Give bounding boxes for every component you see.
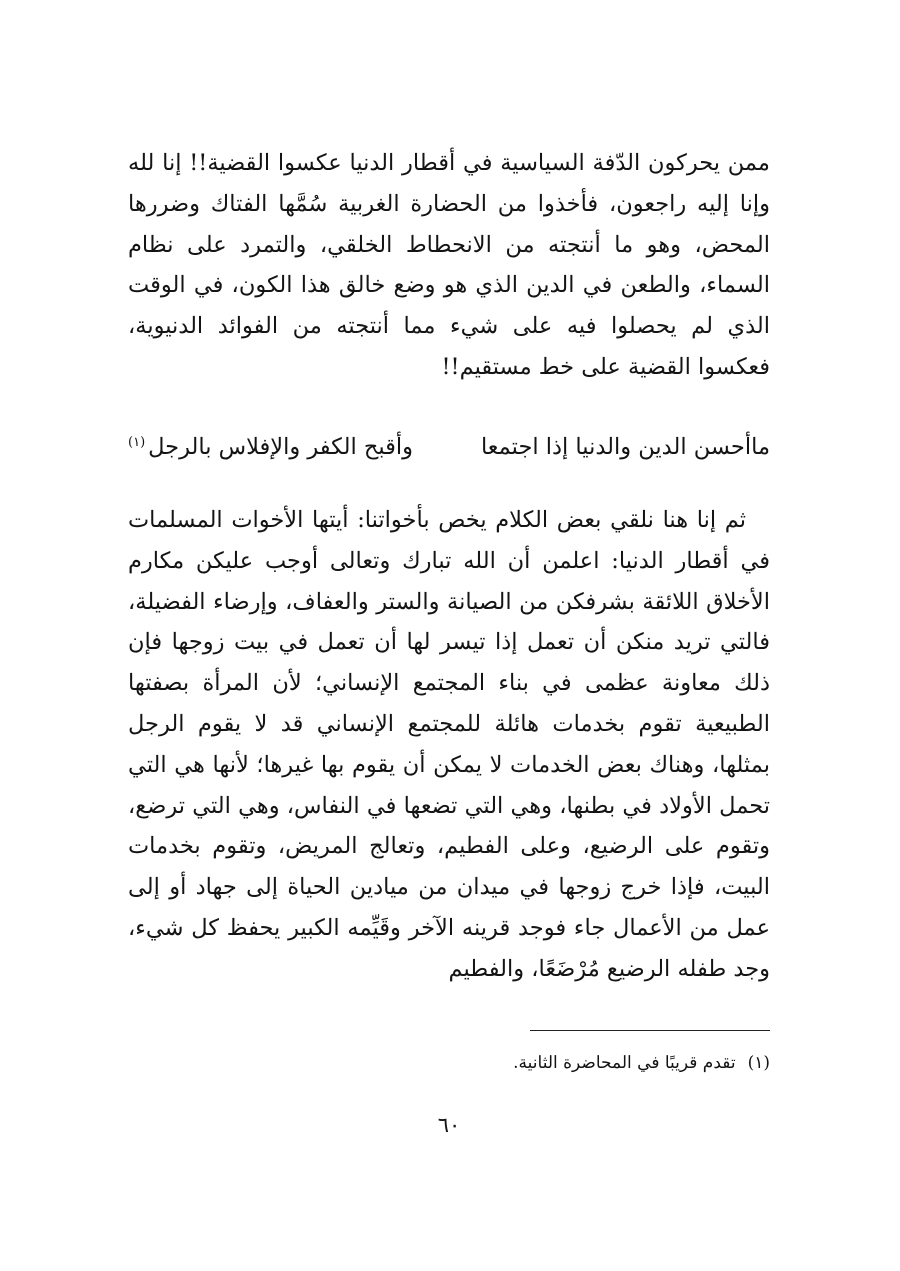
body-paragraph-1: ممن يحركون الدّفة السياسية في أقطار الدنيا عكسوا القضية!! إنا لله وإنا إليه راجعون، فأخذوا من الحضارة الغربية سُمَّها الفتاك وضررها المحض، وهو ما أنتجته من الانحطاط الخلقي، والتمرد على نظام السماء، والطعن في الدين الذي هو وضع خالق هذا الكون، في الوقت الذي لم يحصلوا فيه على شيء مما أنتجته من الفوائد الدنيوية، فعكسوا القضية على خط مستقيم!! bbox=[128, 150, 770, 380]
page-number: ٦٠ bbox=[437, 1113, 461, 1137]
book-page bbox=[128, 0, 770, 1271]
body-paragraph-2: ثم إنا هنا نلقي بعض الكلام يخص بأخواتنا: أيتها الأخوات المسلمات في أقطار الدنيا: اعلمن أن الله تبارك وتعالى أوجب عليكن مكارم الأخلاق اللائقة بشرفكن من الصيانة والستر والعفاف، وإرضاء الفضيلة، فالتي تريد منكن أن تعمل إذا تيسر لها أن تعمل في بيت زوجها فإن ذلك معاونة عظمى في بناء المجتمع الإنساني؛ لأن المرأة بصفتها الطبيعية تقوم بخدمات هائلة للمجتمع الإنساني قد لا يقوم الرجل بمثلها، وهناك بعض الخدمات لا يمكن أن يقوم بها غيرها؛ لأنها هي التي تحمل الأولاد في بطنها، وهي التي تضعها في النفاس، وهي التي ترضع، وتقوم على الرضيع، وعلى الفطيم، وتعالج المريض، وتقوم بخدمات البيت، فإذا خرج زوجها في ميدان من ميادين الحياة إلى جهاد أو إلى عمل من الأعمال جاء فوجد قرينه الآخر وقَيِّمه الكبير يحفظ كل شيء، وجد طفله الرضيع مُرْضَعًا، والفطيم bbox=[128, 507, 770, 982]
poetry-verse bbox=[128, 425, 770, 469]
verse-second-hemistich: وأقبح الكفر والإفلاس بالرجل bbox=[148, 434, 414, 460]
footnote-separator bbox=[530, 1030, 770, 1031]
footnote-reference-marker: (١) bbox=[128, 434, 146, 450]
footnote-text: تقدم قريبًا في المحاضرة الثانية. bbox=[513, 1053, 736, 1073]
body-paragraph-2-wrap bbox=[128, 500, 770, 990]
verse-second-hemistich-wrap bbox=[128, 425, 413, 469]
verse-first-hemistich: ماأحسن الدين والدنيا إذا اجتمعا bbox=[480, 434, 770, 460]
footnote-number: (١) bbox=[747, 1053, 770, 1073]
footnote bbox=[513, 1049, 770, 1077]
